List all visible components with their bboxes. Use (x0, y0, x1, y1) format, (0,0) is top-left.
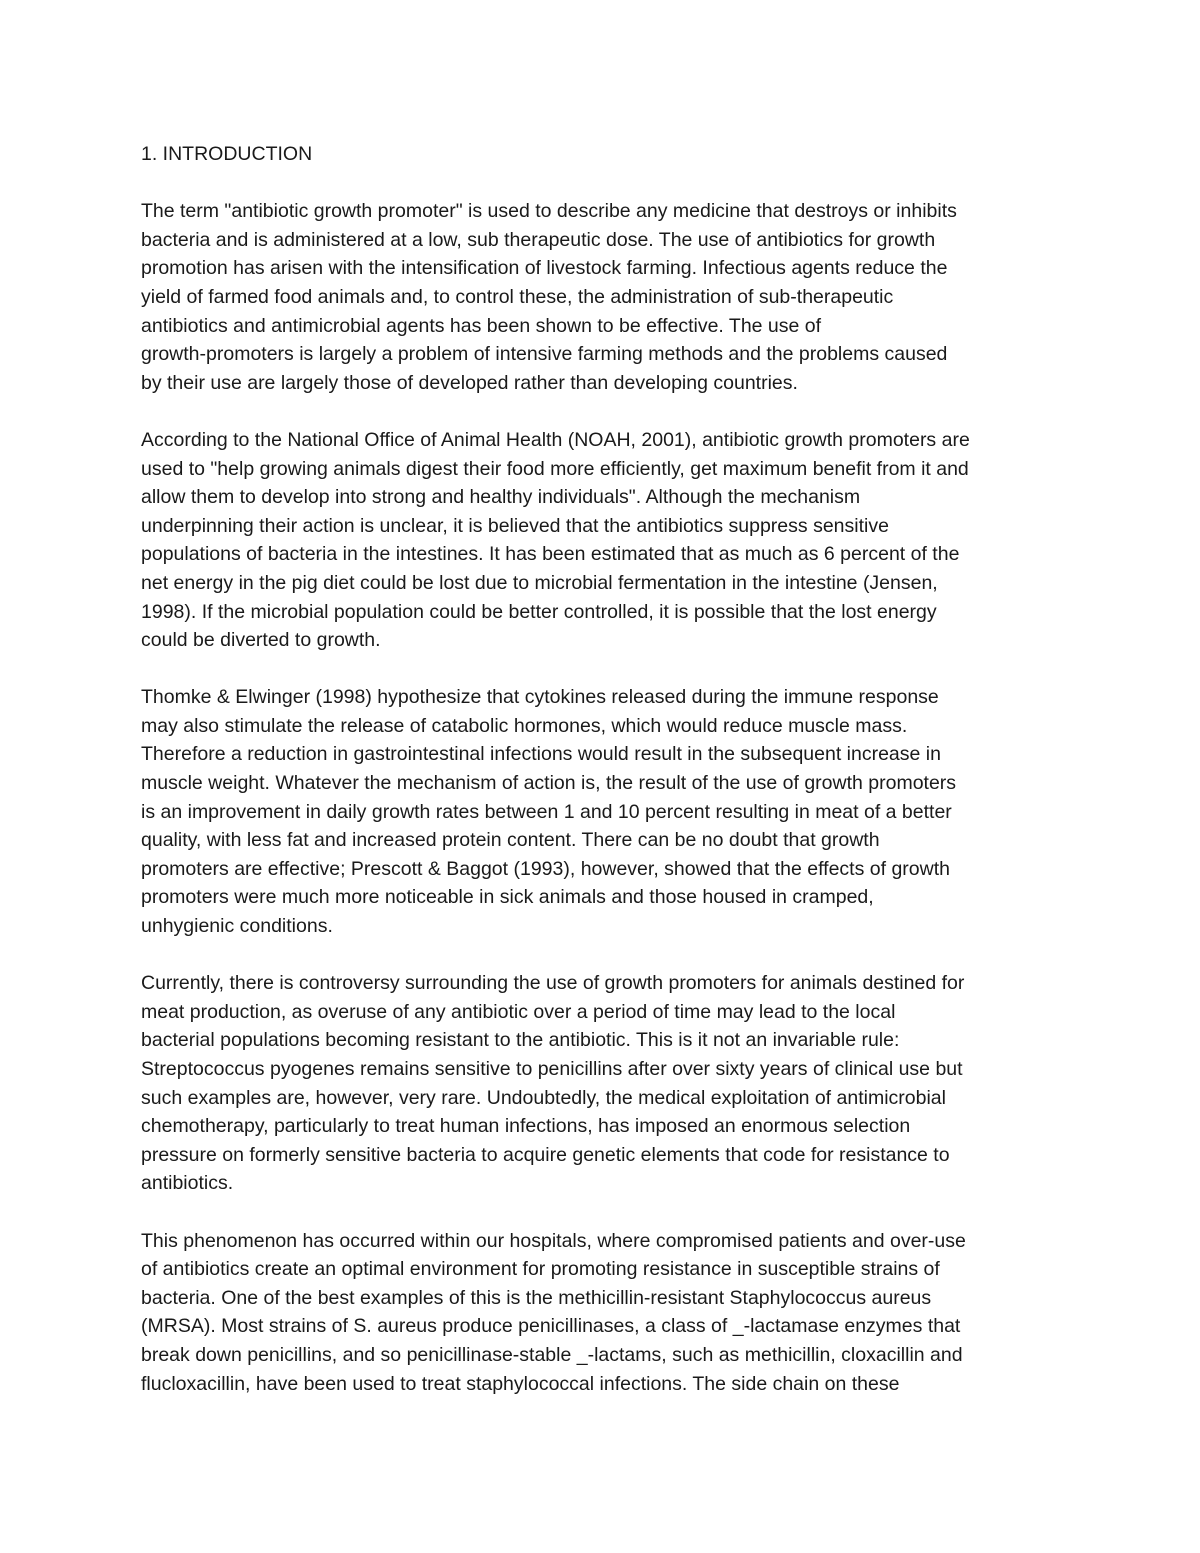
text-line: promoters were much more noticeable in sick animals and those housed in cramped, (141, 886, 874, 909)
text-line: The term "antibiotic growth promoter" is used to describe any medicine that destroys or inhibits (141, 200, 957, 223)
text-line: According to the National Office of Animal Health (NOAH, 2001), antibiotic growth promoters are (141, 428, 970, 451)
text-line: net energy in the pig diet could be lost due to microbial fermentation in the intestine (Jensen, (141, 571, 938, 594)
text-line: (MRSA). Most strains of S. aureus produce penicillinases, a class of _-lactamase enzymes that (141, 1315, 961, 1338)
text-line: unhygienic conditions. (141, 915, 333, 938)
text-line: bacterial populations becoming resistant to the antibiotic. This is it not an invariable rule: (141, 1029, 900, 1052)
text-line: flucloxacillin, have been used to treat staphylococcal infections. The side chain on these (141, 1372, 900, 1395)
paragraph-1 (141, 197, 1071, 397)
text-line: growth-promoters is largely a problem of intensive farming methods and the problems caused (141, 343, 948, 366)
text-line: allow them to develop into strong and healthy individuals". Although the mechanism (141, 486, 861, 509)
text-line: Therefore a reduction in gastrointestinal infections would result in the subsequent increase in (141, 743, 941, 766)
text-line: bacteria and is administered at a low, sub therapeutic dose. The use of antibiotics for growth (141, 228, 936, 251)
text-line: 1998). If the microbial population could be better controlled, it is possible that the lost energy (141, 600, 937, 623)
document-body (141, 140, 1071, 1427)
text-line: quality, with less fat and increased protein content. There can be no doubt that growth (141, 829, 880, 852)
text-line: antibiotics. (141, 1172, 234, 1195)
text-line: bacteria. One of the best examples of this is the methicillin-resistant Staphylococcus aureus (141, 1286, 932, 1309)
text-line: of antibiotics create an optimal environment for promoting resistance in susceptible strains of (141, 1258, 940, 1281)
text-line: may also stimulate the release of catabolic hormones, which would reduce muscle mass. (141, 714, 908, 737)
text-line: promotion has arisen with the intensification of livestock farming. Infectious agents reduce the (141, 257, 948, 280)
text-line: could be diverted to growth. (141, 629, 381, 652)
text-line: meat production, as overuse of any antibiotic over a period of time may lead to the local (141, 1000, 896, 1023)
text-line: Streptococcus pyogenes remains sensitive to penicillins after over sixty years of clinical use but (141, 1058, 963, 1080)
text-line: muscle weight. Whatever the mechanism of action is, the result of the use of growth promoters (141, 772, 957, 795)
paragraph-4 (141, 969, 1071, 1198)
text-line: antibiotics and antimicrobial agents has been shown to be effective. The use of (141, 314, 822, 337)
text-line: pressure on formerly sensitive bacteria to acquire genetic elements that code for resistance to (141, 1143, 950, 1166)
paragraph-5 (141, 1227, 1071, 1399)
text-line: used to "help growing animals digest their food more efficiently, get maximum benefit from it and (141, 457, 969, 480)
text-line: Thomke & Elwinger (1998) hypothesize that cytokines released during the immune response (141, 686, 939, 709)
text-line: yield of farmed food animals and, to control these, the administration of sub-therapeutic (141, 285, 894, 308)
section-heading: 1. INTRODUCTION (141, 143, 313, 165)
text-line: This phenomenon has occurred within our hospitals, where compromised patients and over-use (141, 1229, 966, 1252)
text-line: chemotherapy, particularly to treat human infections, has imposed an enormous selection (141, 1115, 911, 1138)
text-line: by their use are largely those of developed rather than developing countries. (141, 371, 798, 394)
text-line: Currently, there is controversy surrounding the use of growth promoters for animals destined for (141, 972, 965, 995)
text-line: underpinning their action is unclear, it is believed that the antibiotics suppress sensitive (141, 514, 889, 537)
text-line: break down penicillins, and so penicillinase-stable _-lactams, such as methicillin, cloxacillin and (141, 1343, 963, 1366)
paragraph-3 (141, 683, 1071, 940)
paragraph-2 (141, 426, 1071, 655)
text-line: promoters are effective; Prescott & Baggot (1993), however, showed that the effects of growth (141, 857, 950, 880)
text-line: populations of bacteria in the intestines. It has been estimated that as much as 6 percent of the (141, 543, 960, 566)
text-line: such examples are, however, very rare. Undoubtedly, the medical exploitation of antimicrobial (141, 1086, 946, 1109)
text-line: is an improvement in daily growth rates between 1 and 10 percent resulting in meat of a better (141, 800, 952, 823)
